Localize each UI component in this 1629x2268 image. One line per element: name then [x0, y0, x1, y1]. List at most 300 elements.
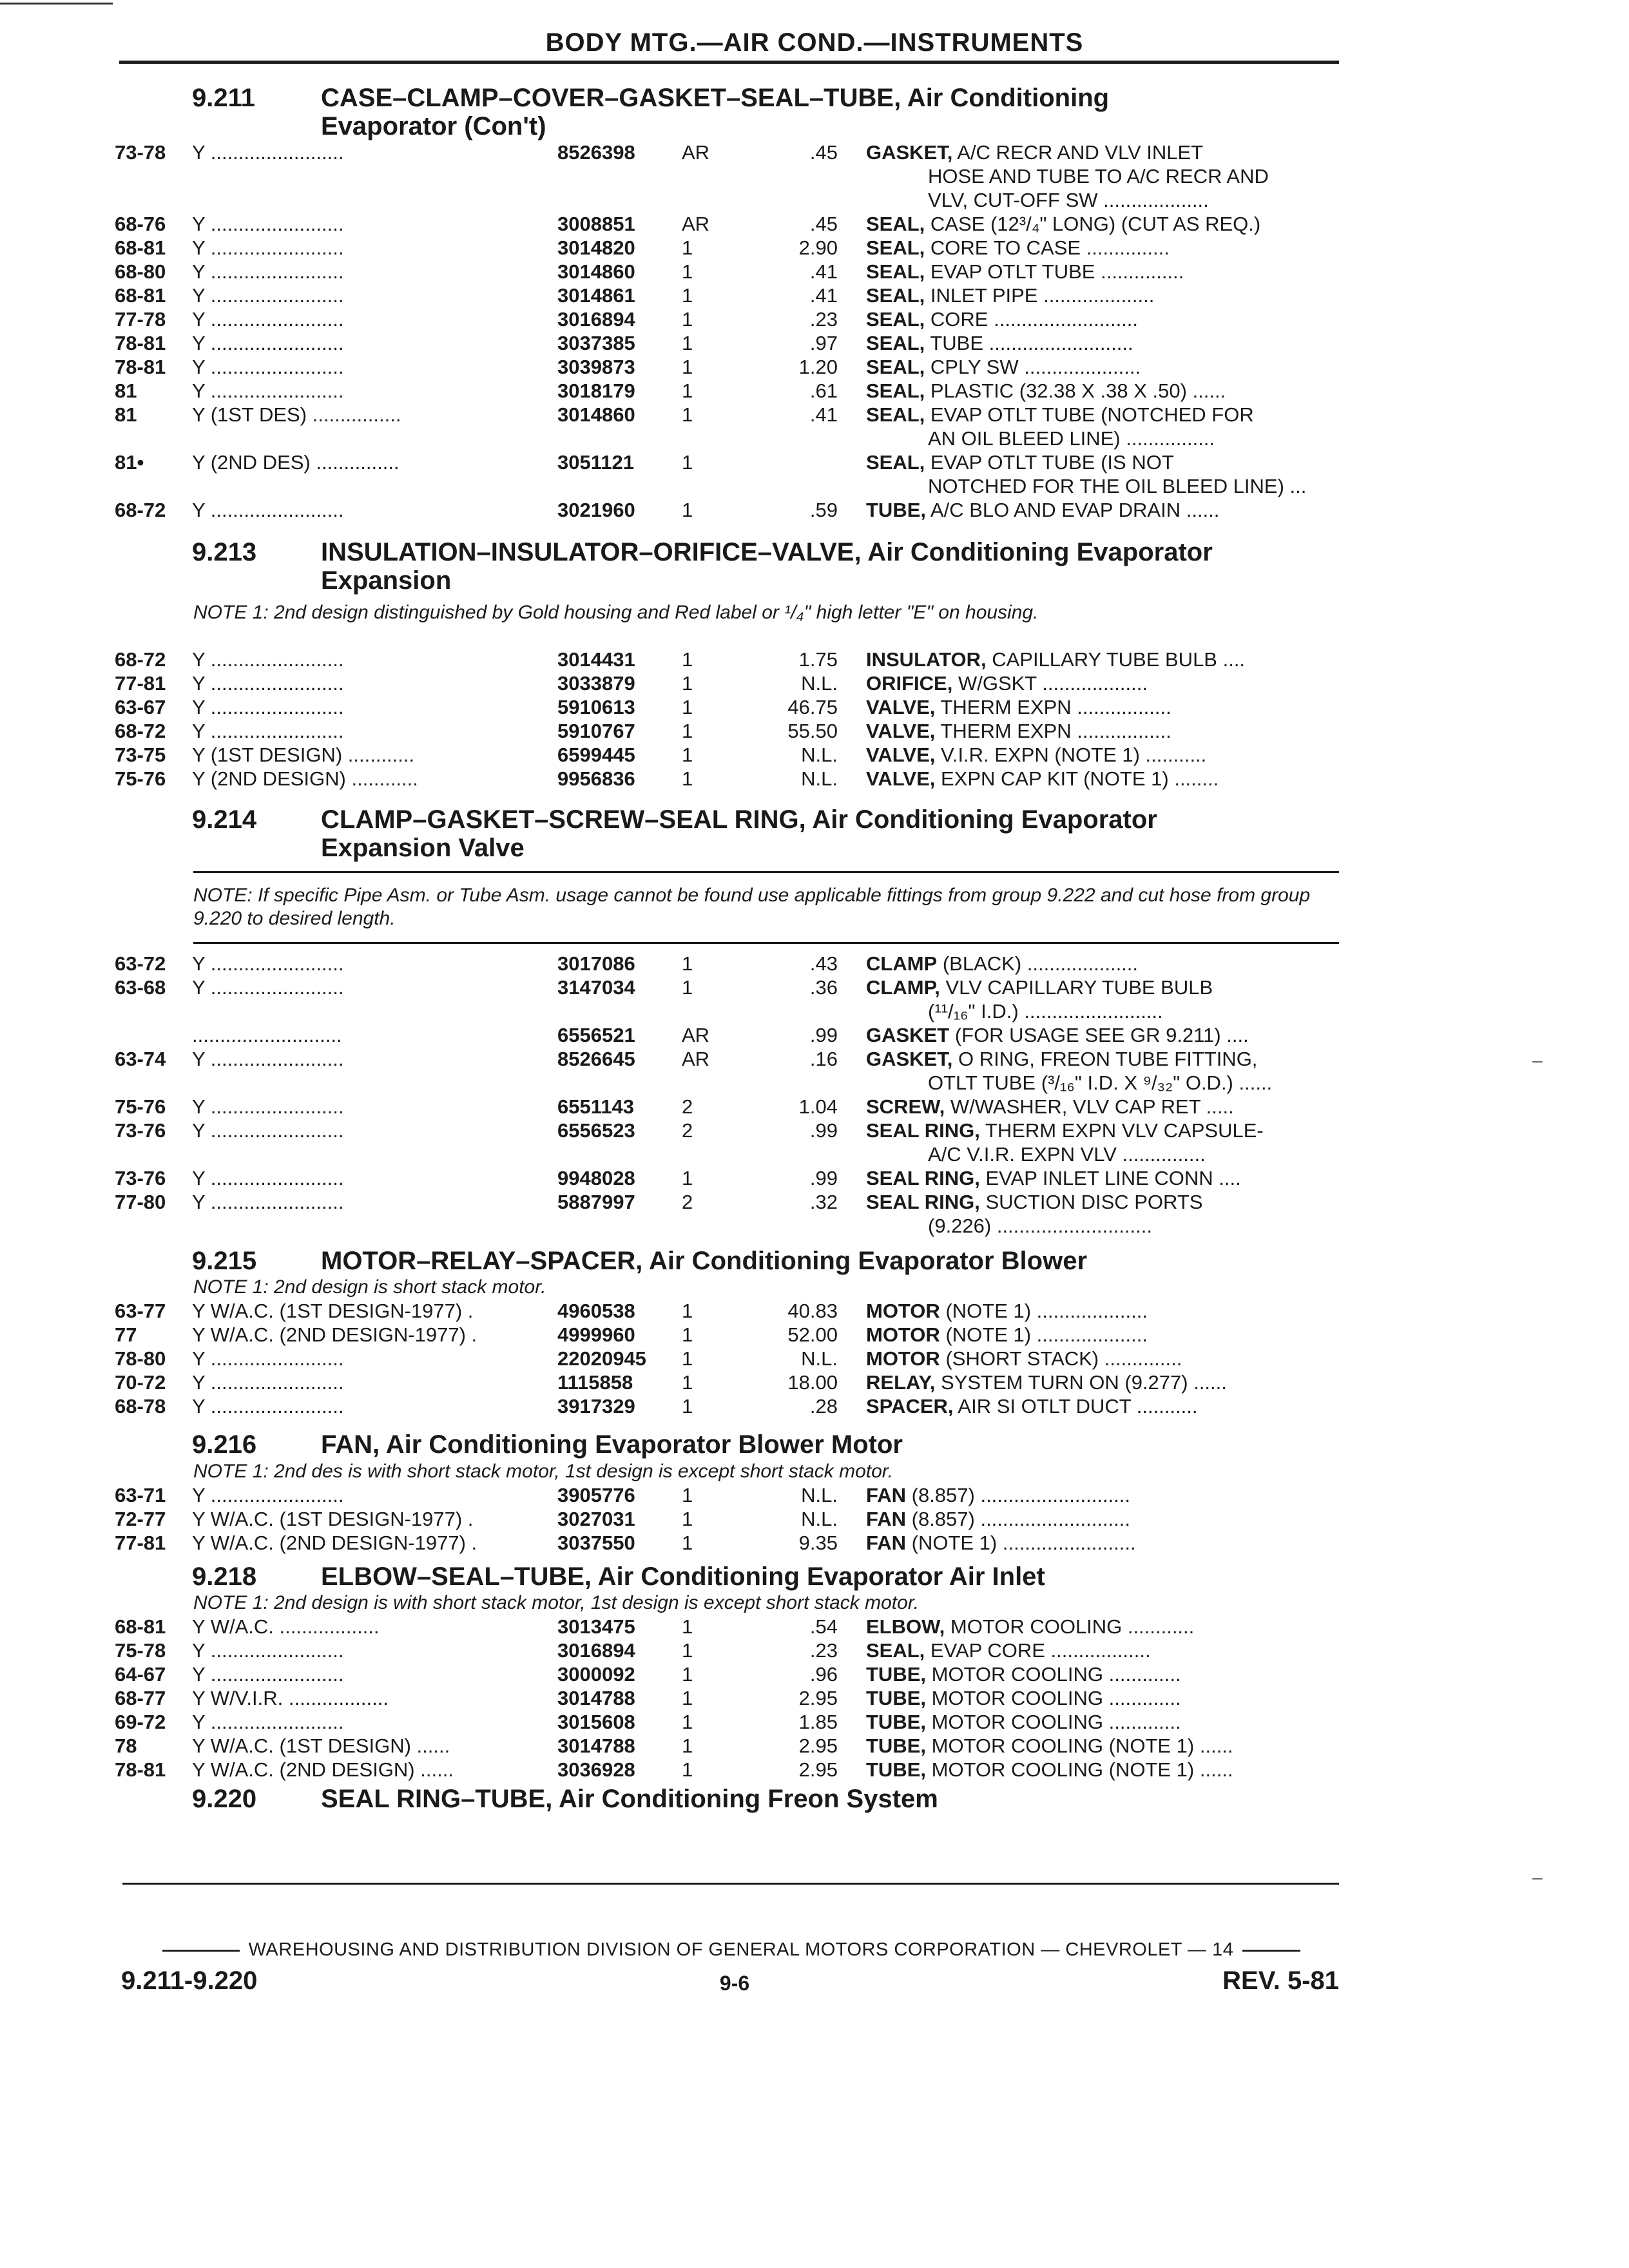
part-description: [866, 1119, 1336, 1142]
model-years: 68-81: [115, 284, 166, 307]
parts-row: [0, 1483, 1629, 1507]
model-usage: Y ........................: [192, 976, 344, 999]
parts-row: [0, 498, 1629, 522]
parts-row: [0, 1023, 1629, 1047]
part-name: VALVE,: [866, 720, 936, 742]
quantity: 1: [682, 648, 693, 671]
model-usage: Y W/A.C. (1ST DESIGN-1977) .: [192, 1300, 474, 1322]
quantity: 1: [682, 380, 693, 402]
list-price: .99: [809, 1119, 838, 1142]
quantity: 2: [682, 1095, 693, 1118]
part-name: MOTOR: [866, 1323, 940, 1346]
parts-row: [0, 671, 1629, 695]
part-name: MOTOR: [866, 1300, 940, 1322]
quantity: 1: [682, 1735, 693, 1757]
quantity: 1: [682, 403, 693, 426]
list-price: .99: [809, 1167, 838, 1189]
model-usage: Y ........................: [192, 1711, 344, 1733]
part-name: CLAMP,: [866, 976, 940, 999]
parts-row: [0, 1639, 1629, 1662]
part-description: [866, 236, 1336, 260]
part-number: 22020945: [557, 1347, 646, 1370]
section-number: 9.220: [192, 1785, 257, 1813]
model-usage: Y ........................: [192, 648, 344, 671]
part-description: [866, 1483, 1336, 1507]
part-description: [866, 1686, 1336, 1710]
section-title: MOTOR–RELAY–SPACER, Air Conditioning Evaporator Blower: [321, 1247, 1088, 1275]
quantity: 1: [682, 1323, 693, 1346]
part-name: SCREW,: [866, 1095, 945, 1118]
section-title: SEAL RING–TUBE, Air Conditioning Freon System: [321, 1785, 938, 1813]
model-usage: Y ........................: [192, 952, 344, 975]
quantity: 1: [682, 1395, 693, 1418]
parts-row: [0, 403, 1629, 427]
part-description: [866, 1710, 1336, 1734]
part-description: [866, 1023, 1336, 1047]
quantity: 1: [682, 767, 693, 790]
part-description: [866, 719, 1336, 743]
part-number: 3033879: [557, 672, 635, 695]
quantity: 1: [682, 672, 693, 695]
part-number: 4999960: [557, 1323, 635, 1346]
quantity: 1: [682, 952, 693, 975]
part-detail: CASE (12³/₄" LONG) (CUT AS REQ.): [930, 213, 1261, 235]
model-years: 63-71: [115, 1484, 166, 1506]
model-usage: Y W/A.C. (2ND DESIGN-1977) .: [192, 1323, 477, 1346]
part-name: SEAL,: [866, 332, 925, 354]
part-detail-continued: VLV, CUT-OFF SW ...................: [928, 189, 1209, 211]
quantity: 1: [682, 1532, 693, 1554]
part-number: 3905776: [557, 1484, 635, 1506]
quantity: 1: [682, 744, 693, 766]
part-name: TUBE,: [866, 1735, 926, 1757]
quantity: 1: [682, 284, 693, 307]
parts-row: [0, 1758, 1629, 1782]
part-number: 9948028: [557, 1167, 635, 1189]
list-price: .16: [809, 1048, 838, 1070]
parts-row: [0, 1734, 1629, 1758]
model-years: 77-81: [115, 672, 166, 695]
parts-row: [0, 952, 1629, 975]
parts-row: [0, 379, 1629, 403]
parts-row: [0, 1323, 1629, 1347]
part-number: 3014860: [557, 403, 635, 426]
part-number: 3014861: [557, 284, 635, 307]
parts-row-continuation: [0, 1071, 1629, 1095]
part-detail: A/C BLO AND EVAP DRAIN ......: [930, 499, 1220, 521]
section-note: NOTE: If specific Pipe Asm. or Tube Asm. usage cannot be found use applicable fittings from group 9.222 and cut hose from group 9.220 to desired length.: [193, 885, 1311, 929]
part-detail: CORE ..........................: [930, 308, 1139, 331]
model-years: 63-68: [115, 976, 166, 999]
list-price: 1.20: [798, 356, 838, 378]
section-note: NOTE 1: 2nd design is with short stack motor, 1st design is except short stack motor.: [193, 1592, 920, 1613]
part-detail: VLV CAPILLARY TUBE BULB: [945, 976, 1213, 999]
parts-row: [0, 1531, 1629, 1555]
model-usage: Y ........................: [192, 1167, 344, 1189]
part-name: CLAMP: [866, 952, 938, 975]
list-price: .36: [809, 976, 838, 999]
part-description: [866, 212, 1336, 236]
part-number: 5910613: [557, 696, 635, 718]
footer-division-text: WAREHOUSING AND DISTRIBUTION DIVISION OF GENERAL MOTORS CORPORATION — CHEVROLET — 14: [248, 1939, 1234, 1960]
model-years: 69-72: [115, 1711, 166, 1733]
model-years: 68-80: [115, 260, 166, 283]
part-name: SEAL,: [866, 284, 925, 307]
part-detail: MOTOR COOLING (NOTE 1) ......: [931, 1758, 1233, 1781]
part-name: TUBE,: [866, 1758, 926, 1781]
footer-group-range: 9.211-9.220: [121, 1966, 258, 1995]
quantity: 1: [682, 260, 693, 283]
part-description: [866, 1758, 1336, 1782]
parts-row: [0, 140, 1629, 164]
model-years: 81: [115, 380, 137, 402]
part-name: GASKET,: [866, 141, 953, 164]
model-years: 70-72: [115, 1371, 166, 1394]
part-description: [866, 1394, 1336, 1418]
model-usage: Y (2ND DESIGN) ............: [192, 767, 418, 790]
part-detail: (FOR USAGE SEE GR 9.211) ....: [954, 1024, 1249, 1046]
quantity: AR: [682, 1024, 710, 1046]
part-number: 3016894: [557, 308, 635, 331]
part-detail: EVAP CORE ..................: [930, 1639, 1151, 1662]
part-detail-continued: (¹¹/₁₆" I.D.) .........................: [928, 1000, 1163, 1023]
model-usage: Y W/A.C. ..................: [192, 1615, 380, 1638]
part-detail: SUCTION DISC PORTS: [985, 1191, 1203, 1213]
part-description: [866, 1323, 1336, 1347]
list-price: .23: [809, 308, 838, 331]
list-price: .32: [809, 1191, 838, 1213]
part-description: [866, 450, 1336, 474]
part-name: FAN: [866, 1484, 906, 1506]
model-years: 75-76: [115, 1095, 166, 1118]
margin-mark: –: [1532, 1867, 1543, 1887]
model-usage: Y W/A.C. (1ST DESIGN-1977) .: [192, 1508, 474, 1530]
part-detail: V.I.R. EXPN (NOTE 1) ...........: [941, 744, 1207, 766]
model-usage: Y ........................: [192, 332, 344, 354]
model-years: 68-78: [115, 1395, 166, 1418]
parts-row: [0, 450, 1629, 474]
part-number: 6599445: [557, 744, 635, 766]
parts-row-continuation: [0, 474, 1629, 498]
model-years: 73-78: [115, 141, 166, 164]
part-detail-continued: OTLT TUBE (³/₁₆" I.D. X ⁹/₃₂" O.D.) ......: [928, 1072, 1273, 1094]
part-name: VALVE,: [866, 744, 936, 766]
model-years: 77-78: [115, 308, 166, 331]
bottom-rule: [122, 1883, 1339, 1885]
part-description: [866, 1615, 1336, 1639]
part-detail: PLASTIC (32.38 X .38 X .50) ......: [930, 380, 1226, 402]
section-title: CLAMP–GASKET–SCREW–SEAL RING, Air Conditioning Evaporator: [321, 805, 1157, 834]
part-detail: (NOTE 1) ....................: [945, 1300, 1148, 1322]
section-number: 9.213: [192, 538, 257, 566]
header-rule: [119, 61, 1339, 64]
parts-row-continuation: [0, 999, 1629, 1023]
model-usage: Y ........................: [192, 1395, 344, 1418]
part-description: [866, 975, 1336, 999]
list-price: 18.00: [787, 1371, 838, 1394]
model-years: 68-72: [115, 499, 166, 521]
quantity: AR: [682, 141, 710, 164]
model-years: 68-81: [115, 236, 166, 259]
part-name: SEAL,: [866, 213, 925, 235]
part-name: SEAL RING,: [866, 1119, 980, 1142]
part-description: [866, 1370, 1336, 1394]
parts-row-continuation: [0, 1142, 1629, 1166]
parts-row: [0, 648, 1629, 671]
part-description: [866, 648, 1336, 671]
quantity: 1: [682, 236, 693, 259]
quantity: 1: [682, 1663, 693, 1686]
parts-row: [0, 331, 1629, 355]
parts-row: [0, 212, 1629, 236]
list-price: 1.85: [798, 1711, 838, 1733]
list-price: .28: [809, 1395, 838, 1418]
quantity: 1: [682, 1300, 693, 1322]
model-usage: Y (1ST DES) ................: [192, 403, 401, 426]
list-price: N.L.: [801, 1347, 838, 1370]
quantity: 1: [682, 1615, 693, 1638]
part-name: GASKET: [866, 1024, 950, 1046]
model-years: 72-77: [115, 1508, 166, 1530]
list-price: 1.04: [798, 1095, 838, 1118]
section-title: CASE–CLAMP–COVER–GASKET–SEAL–TUBE, Air Conditioning: [321, 84, 1110, 112]
part-number: 5887997: [557, 1191, 635, 1213]
list-price: 55.50: [787, 720, 838, 742]
model-usage: Y W/V.I.R. ..................: [192, 1687, 389, 1709]
part-description: [866, 1095, 1336, 1119]
part-name: FAN: [866, 1532, 906, 1554]
model-usage: Y ........................: [192, 1484, 344, 1506]
model-usage: Y ........................: [192, 284, 344, 307]
part-description: [866, 1662, 1336, 1686]
model-years: 78: [115, 1735, 137, 1757]
model-usage: Y ........................: [192, 499, 344, 521]
part-name: SEAL,: [866, 403, 925, 426]
parts-row-continuation: [0, 1214, 1629, 1238]
part-description: [866, 695, 1336, 719]
quantity: 1: [682, 1758, 693, 1781]
part-detail: MOTOR COOLING ............: [950, 1615, 1195, 1638]
quantity: AR: [682, 213, 710, 235]
model-usage: Y (1ST DESIGN) ............: [192, 744, 415, 766]
part-number: 3147034: [557, 976, 635, 999]
quantity: 1: [682, 1711, 693, 1733]
model-years: 73-76: [115, 1167, 166, 1189]
model-usage: Y ........................: [192, 308, 344, 331]
model-usage: Y (2ND DES) ...............: [192, 451, 400, 474]
model-years: 68-77: [115, 1687, 166, 1709]
part-description: [866, 355, 1336, 379]
quantity: 1: [682, 332, 693, 354]
model-usage: Y ........................: [192, 1048, 344, 1070]
part-number: 6556523: [557, 1119, 635, 1142]
model-usage: Y ........................: [192, 1095, 344, 1118]
part-name: TUBE,: [866, 499, 926, 521]
part-name: SEAL,: [866, 260, 925, 283]
model-usage: Y ........................: [192, 672, 344, 695]
model-usage: Y W/A.C. (2ND DESIGN-1977) .: [192, 1532, 477, 1554]
section-title: INSULATION–INSULATOR–ORIFICE–VALVE, Air Conditioning Evaporator: [321, 538, 1213, 566]
part-detail: (NOTE 1) ........................: [911, 1532, 1136, 1554]
part-name: SEAL RING,: [866, 1191, 980, 1213]
model-years: 78-81: [115, 332, 166, 354]
part-number: 1115858: [557, 1371, 633, 1394]
parts-row: [0, 1047, 1629, 1071]
parts-row: [0, 1119, 1629, 1142]
part-name: SEAL,: [866, 380, 925, 402]
part-number: 8526645: [557, 1048, 635, 1070]
part-name: TUBE,: [866, 1687, 926, 1709]
part-detail: A/C RECR AND VLV INLET: [957, 141, 1204, 164]
quantity: 1: [682, 696, 693, 718]
quantity: 1: [682, 499, 693, 521]
part-number: 3014788: [557, 1687, 635, 1709]
list-price: .45: [809, 141, 838, 164]
model-years: 63-67: [115, 696, 166, 718]
part-description: [866, 1734, 1336, 1758]
parts-row: [0, 1190, 1629, 1214]
model-years: 68-72: [115, 720, 166, 742]
model-years: 77-80: [115, 1191, 166, 1213]
model-years: 64-67: [115, 1663, 166, 1686]
part-name: ELBOW,: [866, 1615, 945, 1638]
model-usage: Y ........................: [192, 380, 344, 402]
part-description: [866, 1190, 1336, 1214]
part-name: TUBE,: [866, 1711, 926, 1733]
part-number: 3018179: [557, 380, 635, 402]
part-number: 3008851: [557, 213, 635, 235]
part-detail: TUBE ..........................: [930, 332, 1133, 354]
model-usage: Y ........................: [192, 1347, 344, 1370]
part-detail: (NOTE 1) ....................: [945, 1323, 1148, 1346]
part-name: FAN: [866, 1508, 906, 1530]
part-description: [866, 403, 1336, 427]
parts-row: [0, 1347, 1629, 1370]
part-name: VALVE,: [866, 767, 936, 790]
part-name: SEAL,: [866, 236, 925, 259]
model-usage: Y ........................: [192, 1639, 344, 1662]
parts-row-continuation: [0, 427, 1629, 450]
model-years: 63-77: [115, 1300, 166, 1322]
parts-row: [0, 307, 1629, 331]
part-number: 3917329: [557, 1395, 635, 1418]
part-number: 3036928: [557, 1758, 635, 1781]
list-price: .99: [809, 1024, 838, 1046]
part-number: 3013475: [557, 1615, 635, 1638]
part-number: 6551143: [557, 1095, 634, 1118]
model-years: 78-81: [115, 356, 166, 378]
parts-row: [0, 1166, 1629, 1190]
quantity: 1: [682, 1347, 693, 1370]
part-name: RELAY,: [866, 1371, 936, 1394]
parts-row: [0, 1394, 1629, 1418]
part-description: [866, 767, 1336, 791]
parts-row: [0, 236, 1629, 260]
list-price: .59: [809, 499, 838, 521]
footer-page-number: 9-6: [719, 1972, 750, 1995]
part-detail: O RING, FREON TUBE FITTING,: [958, 1048, 1258, 1070]
part-name: SEAL RING,: [866, 1167, 980, 1189]
model-usage: Y ........................: [192, 236, 344, 259]
section-title: ELBOW–SEAL–TUBE, Air Conditioning Evaporator Air Inlet: [321, 1562, 1045, 1591]
quantity: 1: [682, 308, 693, 331]
quantity: AR: [682, 1048, 710, 1070]
quantity: 2: [682, 1119, 693, 1142]
parts-row: [0, 284, 1629, 307]
list-price: 40.83: [787, 1300, 838, 1322]
section-number: 9.215: [192, 1247, 257, 1275]
part-name: MOTOR: [866, 1347, 940, 1370]
parts-row: [0, 260, 1629, 284]
part-number: 3014820: [557, 236, 635, 259]
part-number: 3027031: [557, 1508, 635, 1530]
part-number: 4960538: [557, 1300, 635, 1322]
part-detail: MOTOR COOLING .............: [931, 1711, 1181, 1733]
list-price: N.L.: [801, 1484, 838, 1506]
model-years: 81: [115, 403, 137, 426]
list-price: N.L.: [801, 744, 838, 766]
quantity: 1: [682, 1371, 693, 1394]
part-detail: THERM EXPN .................: [940, 696, 1171, 718]
part-name: SEAL,: [866, 308, 925, 331]
part-name: SEAL,: [866, 1639, 925, 1662]
part-detail-continued: HOSE AND TUBE TO A/C RECR AND: [928, 165, 1269, 187]
part-detail: (8.857) ...........................: [911, 1484, 1131, 1506]
part-description: [866, 284, 1336, 307]
part-name: SEAL,: [866, 451, 925, 474]
part-description: [866, 1166, 1336, 1190]
section-number: 9.218: [192, 1562, 257, 1591]
model-years: 73-75: [115, 744, 166, 766]
part-number: 3037385: [557, 332, 635, 354]
top-corner-line: [0, 3, 113, 5]
quantity: 1: [682, 1484, 693, 1506]
parts-row: [0, 1686, 1629, 1710]
parts-row: [0, 1662, 1629, 1686]
part-detail: THERM EXPN VLV CAPSULE-: [985, 1119, 1264, 1142]
model-usage: Y ........................: [192, 213, 344, 235]
model-usage: Y ........................: [192, 1191, 344, 1213]
parts-row: [0, 767, 1629, 791]
part-number: 3015608: [557, 1711, 635, 1733]
model-years: 75-76: [115, 767, 166, 790]
model-usage: Y ........................: [192, 1371, 344, 1394]
list-price: N.L.: [801, 767, 838, 790]
part-detail: (8.857) ...........................: [911, 1508, 1131, 1530]
part-number: 3017086: [557, 952, 635, 975]
section-title-continued: Evaporator (Con't): [321, 112, 546, 140]
section-note: NOTE 1: 2nd design distinguished by Gold housing and Red label or ¹/₄" high letter "E" on housing.: [193, 602, 1039, 623]
model-usage: ...........................: [192, 1024, 342, 1046]
part-number: 5910767: [557, 720, 635, 742]
section-note: NOTE 1: 2nd des is with short stack motor, 1st design is except short stack motor.: [193, 1461, 893, 1482]
model-years: 77: [115, 1323, 137, 1346]
parts-row: [0, 1507, 1629, 1531]
part-detail: INLET PIPE ....................: [930, 284, 1155, 307]
list-price: 1.75: [798, 648, 838, 671]
list-price: 9.35: [798, 1532, 838, 1554]
part-description: [866, 260, 1336, 284]
part-description: [866, 1299, 1336, 1323]
model-years: 68-76: [115, 213, 166, 235]
quantity: 1: [682, 356, 693, 378]
list-price: .97: [809, 332, 838, 354]
parts-row: [0, 1710, 1629, 1734]
model-years: 78-81: [115, 1758, 166, 1781]
part-description: [866, 671, 1336, 695]
part-detail: CORE TO CASE ...............: [930, 236, 1170, 259]
list-price: .41: [809, 284, 838, 307]
